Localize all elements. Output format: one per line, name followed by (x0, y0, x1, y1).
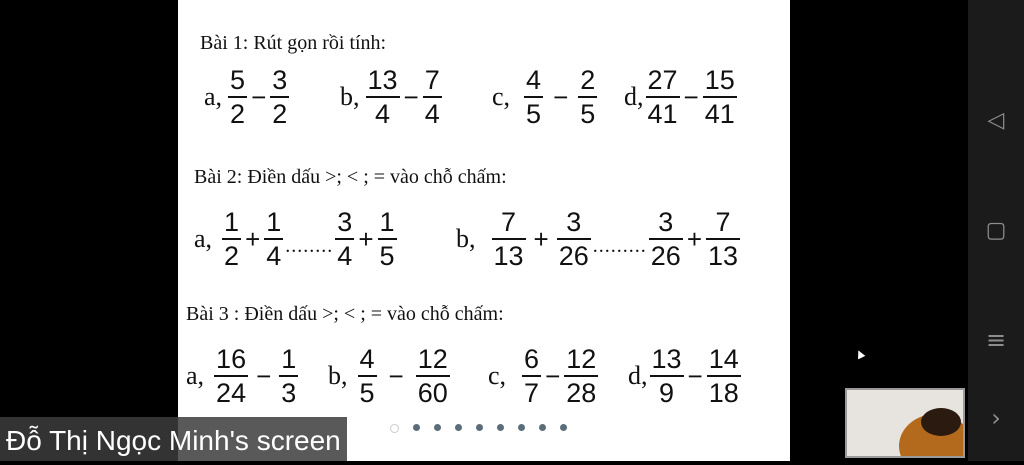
chevron-right-icon[interactable]: › (991, 404, 1001, 432)
bai1-item-b (340, 66, 444, 128)
item-label: a, (194, 224, 213, 253)
operator: − (403, 81, 419, 112)
item-label: b, (328, 361, 348, 390)
page-indicator[interactable] (390, 424, 567, 433)
left-letterbox (0, 0, 178, 461)
numerator: 7 (715, 207, 731, 237)
page-dot[interactable] (413, 424, 420, 431)
numerator: 15 (704, 65, 735, 95)
denominator: 2 (230, 99, 246, 129)
fraction (650, 345, 684, 407)
denominator: 26 (650, 241, 681, 271)
item-label: d, (628, 361, 648, 390)
fraction (358, 345, 377, 407)
numerator: 6 (524, 344, 540, 374)
numerator: 3 (566, 207, 582, 237)
item-label: c, (492, 82, 511, 111)
page-dot[interactable] (518, 424, 525, 431)
system-nav-bar (968, 0, 1024, 461)
item-label: b, (456, 224, 476, 253)
fraction (270, 66, 289, 128)
fraction (707, 345, 741, 407)
fraction (335, 208, 354, 270)
item-label: d, (624, 82, 644, 111)
operator: − (687, 360, 703, 391)
page-dot[interactable] (476, 424, 483, 431)
bai2-title: Bài 2: Điền dấu >; < ; = vào chỗ chấm: (194, 166, 507, 188)
item-label: c, (488, 361, 507, 390)
denominator: 7 (524, 378, 540, 408)
blank-dots: ........ (285, 234, 334, 257)
item-label: a, (186, 361, 205, 390)
page-dot[interactable] (560, 424, 567, 431)
denominator: 28 (566, 378, 597, 408)
person-hair (921, 408, 961, 436)
fraction (492, 208, 526, 270)
numerator: 2 (580, 65, 596, 95)
back-triangle-icon[interactable]: ◁ (987, 108, 1005, 133)
denominator: 2 (272, 99, 288, 129)
fraction (703, 66, 737, 128)
bai3-item-b (328, 345, 452, 407)
numerator: 12 (417, 344, 448, 374)
operator: − (388, 360, 404, 391)
operator: − (545, 360, 561, 391)
fraction (222, 208, 241, 270)
numerator: 4 (359, 344, 375, 374)
operator: + (358, 223, 374, 254)
shared-document (178, 0, 790, 461)
numerator: 7 (501, 207, 517, 237)
denominator: 3 (281, 378, 297, 408)
bai1-item-a (204, 66, 291, 128)
fraction (279, 345, 298, 407)
fraction (264, 208, 283, 270)
bai3-item-d (628, 345, 743, 407)
operator: − (553, 81, 569, 112)
bai1-item-d (624, 66, 739, 128)
bai1-title: Bài 1: Rút gọn rồi tính: (200, 32, 387, 54)
denominator: 2 (224, 241, 240, 271)
webcam-thumbnail[interactable] (845, 388, 965, 458)
denominator: 5 (526, 99, 542, 129)
fraction (564, 345, 598, 407)
numerator: 5 (230, 65, 246, 95)
numerator: 1 (379, 207, 395, 237)
numerator: 3 (658, 207, 674, 237)
numerator: 1 (224, 207, 240, 237)
page-dot-active[interactable] (390, 424, 399, 433)
numerator: 27 (647, 65, 678, 95)
fraction (378, 208, 397, 270)
numerator: 3 (272, 65, 288, 95)
bai3-item-a (186, 345, 300, 407)
fraction (646, 66, 680, 128)
denominator: 4 (424, 99, 440, 129)
fraction (649, 208, 683, 270)
bai1-item-c (492, 66, 599, 128)
numerator: 14 (708, 344, 739, 374)
fraction (366, 66, 400, 128)
home-square-icon[interactable]: ▢ (985, 218, 1007, 243)
numerator: 1 (281, 344, 297, 374)
page-dot[interactable] (455, 424, 462, 431)
bai3-title: Bài 3 : Điền dấu >; < ; = vào chỗ chấm: (186, 303, 504, 325)
fraction (214, 345, 248, 407)
numerator: 16 (216, 344, 247, 374)
bai2-item-a (194, 208, 399, 270)
numerator: 1 (266, 207, 282, 237)
fraction (557, 208, 591, 270)
fraction (578, 66, 597, 128)
denominator: 9 (659, 378, 675, 408)
denominator: 24 (216, 378, 247, 408)
numerator: 13 (367, 65, 398, 95)
denominator: 4 (375, 99, 391, 129)
denominator: 13 (493, 241, 524, 271)
numerator: 4 (526, 65, 542, 95)
fraction (706, 208, 740, 270)
item-label: a, (204, 82, 223, 111)
numerator: 3 (337, 207, 353, 237)
fraction (228, 66, 247, 128)
menu-lines-icon[interactable]: ≡ (985, 326, 1007, 354)
numerator: 7 (424, 65, 440, 95)
denominator: 5 (379, 241, 395, 271)
denominator: 4 (266, 241, 282, 271)
denominator: 18 (708, 378, 739, 408)
denominator: 41 (647, 99, 678, 129)
fraction (524, 66, 543, 128)
denominator: 13 (708, 241, 739, 271)
denominator: 41 (704, 99, 735, 129)
blank-dots: ......... (592, 234, 647, 257)
page-dot[interactable] (497, 424, 504, 431)
denominator: 5 (359, 378, 375, 408)
denominator: 5 (580, 99, 596, 129)
denominator: 60 (417, 378, 448, 408)
screen-share-caption: Đỗ Thị Ngọc Minh's screen (0, 417, 347, 461)
denominator: 26 (558, 241, 589, 271)
operator: + (245, 223, 261, 254)
item-label: b, (340, 82, 360, 111)
numerator: 12 (566, 344, 597, 374)
operator: − (251, 81, 267, 112)
bai2-item-b (456, 208, 742, 270)
fraction (522, 345, 541, 407)
page-dot[interactable] (539, 424, 546, 431)
denominator: 4 (337, 241, 353, 271)
page-dot[interactable] (434, 424, 441, 431)
operator: − (256, 360, 272, 391)
operator: − (683, 81, 699, 112)
operator: + (533, 223, 549, 254)
operator: + (686, 223, 703, 254)
fraction (416, 345, 450, 407)
fraction (423, 66, 442, 128)
numerator: 13 (651, 344, 682, 374)
bai3-item-c (488, 345, 600, 407)
